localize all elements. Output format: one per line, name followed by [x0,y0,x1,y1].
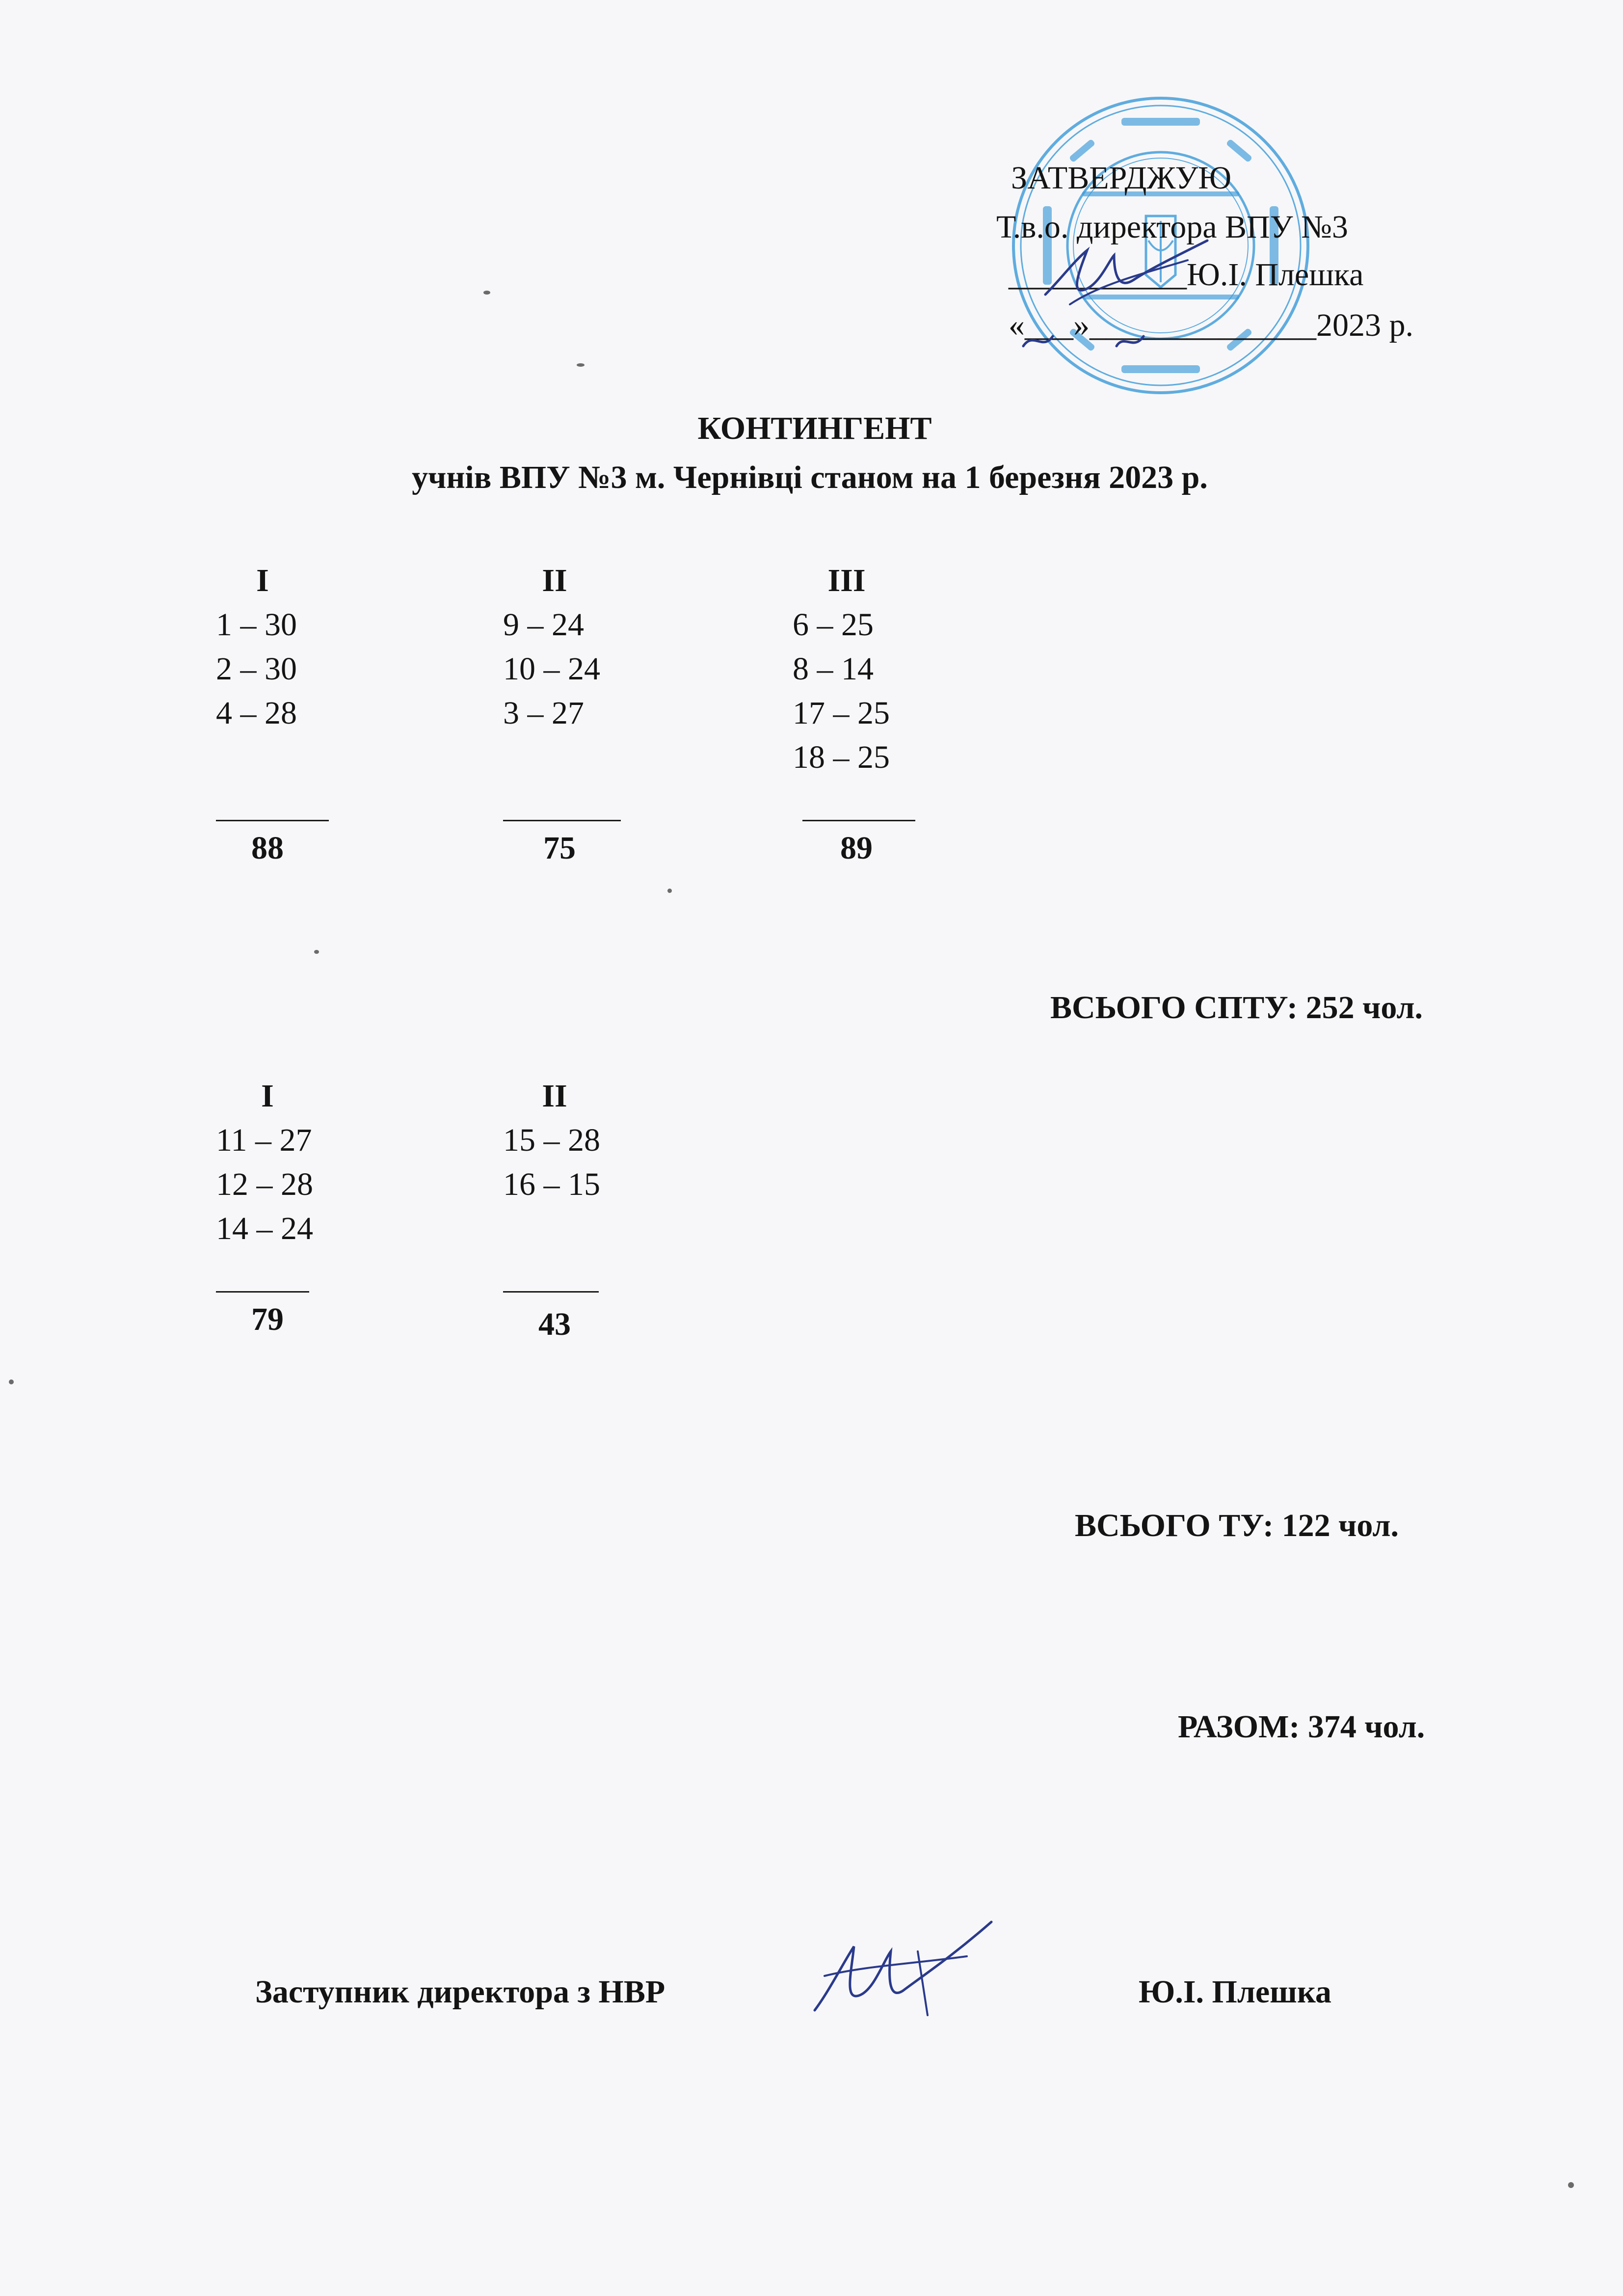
scan-speck [483,291,490,295]
group-row: 9 – 24 [503,607,584,643]
grand-total: РАЗОМ: 374 чол. [1178,1709,1425,1745]
group-row: 10 – 24 [503,651,600,687]
footer-name: Ю.І. Плешка [1139,1974,1331,2010]
group-row: 18 – 25 [793,739,890,775]
column-heading: II [542,563,567,598]
group-row: 12 – 28 [216,1166,313,1202]
approval-title: ЗАТВЕРДЖУЮ [1011,160,1232,196]
group-row: 16 – 15 [503,1166,600,1202]
group-row: 11 – 27 [216,1122,312,1158]
column-total: 88 [251,830,284,866]
approval-signature-line: ___________Ю.І. Плешка [1009,257,1364,293]
scan-speck [577,363,585,367]
sum-line [802,820,915,821]
group-row: 6 – 25 [793,607,874,643]
document-title: КОНТИНГЕНТ [697,410,932,446]
sptu-summary: ВСЬОГО СПТУ: 252 чол. [1050,990,1423,1026]
footer-position: Заступник директора з НВР [255,1974,665,2010]
group-row: 1 – 30 [216,607,297,643]
group-row: 15 – 28 [503,1122,600,1158]
sum-line [216,1291,309,1293]
column-heading: II [542,1078,567,1114]
scan-speck [9,1379,14,1384]
sum-line [503,1291,599,1293]
group-row: 3 – 27 [503,695,584,731]
group-row: 8 – 14 [793,651,874,687]
sum-line [503,820,621,821]
document-subtitle: учнів ВПУ №3 м. Чернівці станом на 1 березня 2023 р. [412,459,1208,495]
deputy-signature [805,1917,1001,2030]
group-row: 14 – 24 [216,1211,313,1246]
scan-speck [1568,2182,1574,2188]
director-signature [1040,231,1217,314]
tu-summary: ВСЬОГО ТУ: 122 чол. [1075,1508,1399,1543]
approval-position: Т.в.о. директора ВПУ №3 [996,209,1348,245]
group-row: 4 – 28 [216,695,297,731]
scan-speck [314,950,319,954]
column-heading: III [827,563,866,598]
column-total: 75 [543,830,576,866]
column-total: 43 [538,1306,571,1342]
column-total: 89 [840,830,873,866]
sum-line [216,820,329,821]
column-heading: I [256,563,269,598]
group-row: 2 – 30 [216,651,297,687]
column-total: 79 [251,1301,284,1337]
column-heading: I [261,1078,274,1114]
group-row: 17 – 25 [793,695,890,731]
approval-date-line: «___»______________2023 р. [1009,307,1413,343]
date-handwriting [1018,322,1166,361]
scan-speck [667,889,672,893]
